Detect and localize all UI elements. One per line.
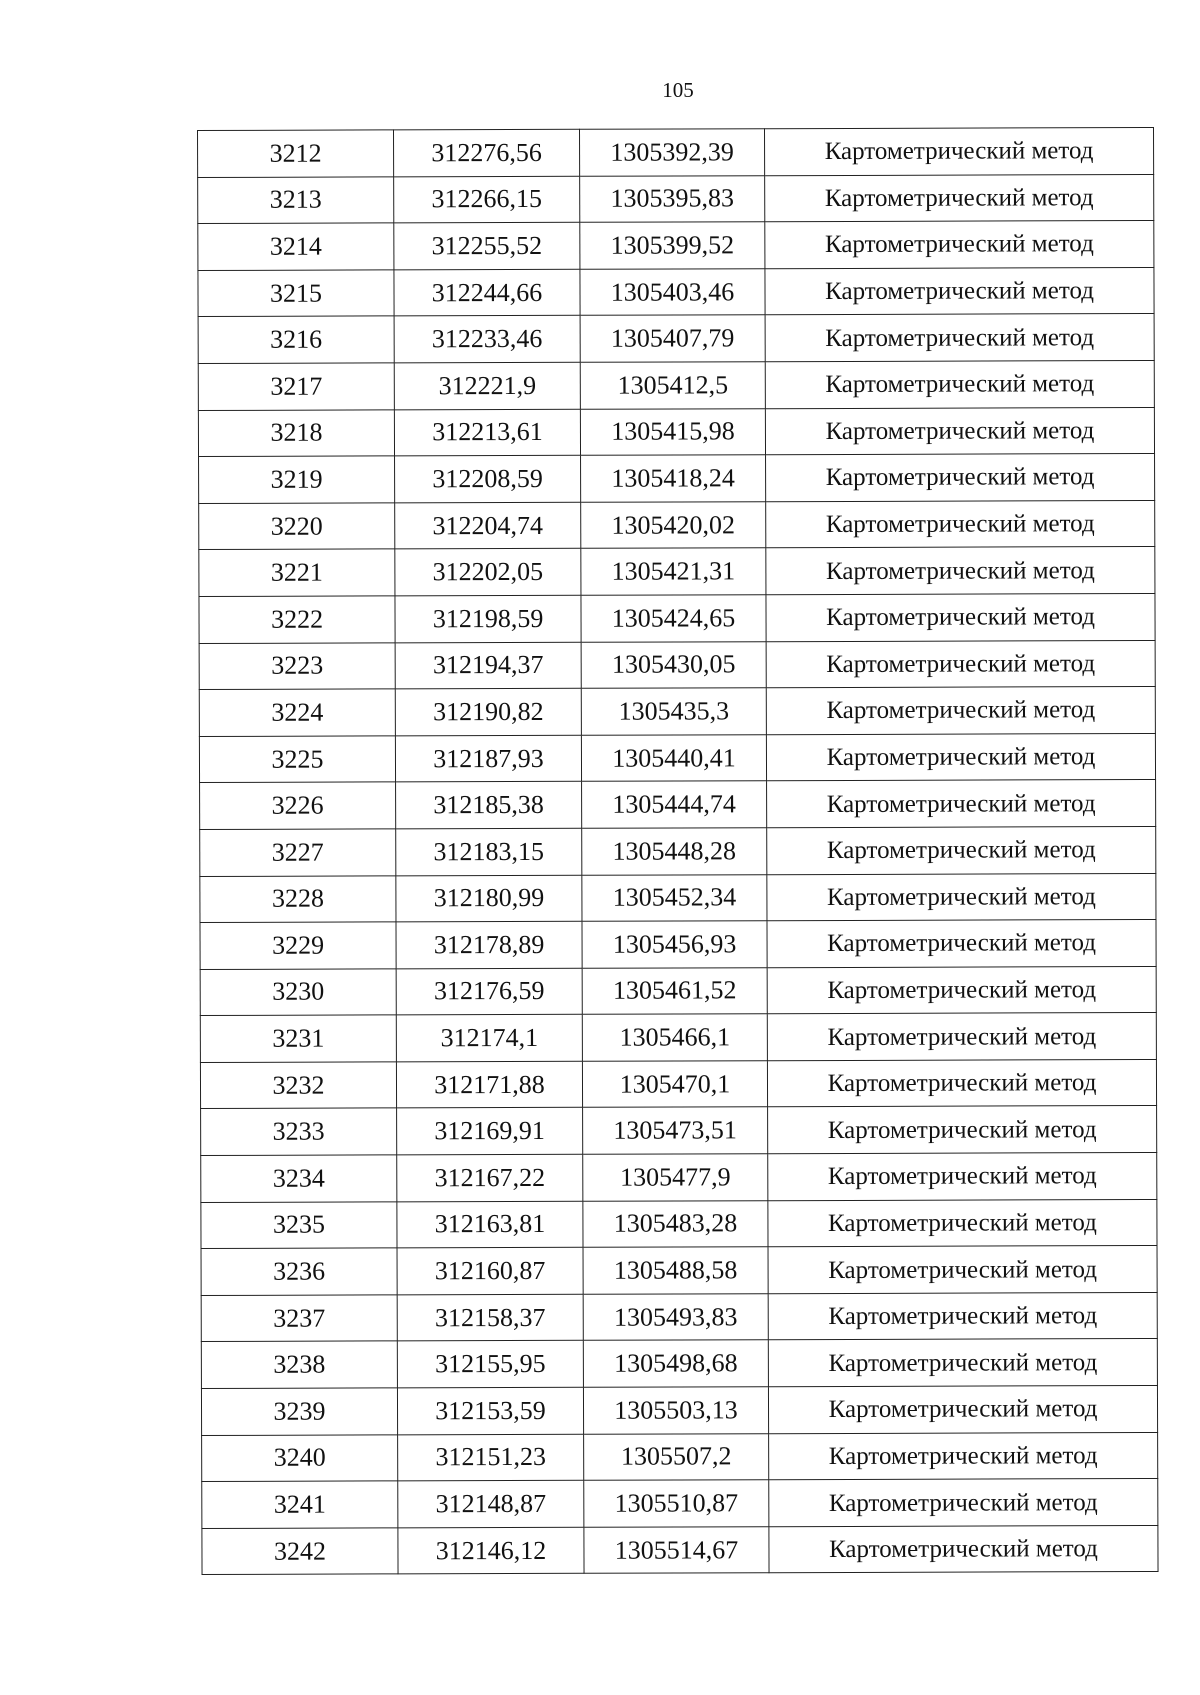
table-row [201,1199,1157,1249]
point-number-cell: 3235 [201,1202,397,1249]
table-row [200,1013,1156,1063]
y-coordinate-cell: 1305407,79 [580,315,765,362]
y-coordinate-cell: 1305503,13 [583,1387,768,1434]
point-number-cell: 3231 [200,1015,396,1062]
method-cell: Картометрический метод [766,687,1155,735]
method-cell: Картометрический метод [766,454,1155,502]
x-coordinate-cell: 312171,88 [396,1061,582,1108]
x-coordinate-cell: 312176,59 [396,968,582,1015]
y-coordinate-cell: 1305507,2 [584,1433,769,1480]
method-cell: Картометрический метод [768,1292,1157,1340]
y-coordinate-cell: 1305477,9 [583,1154,768,1201]
point-number-cell: 3240 [202,1435,398,1482]
point-number-cell: 3228 [200,875,396,922]
y-coordinate-cell: 1305470,1 [582,1061,767,1108]
x-coordinate-cell: 312255,52 [394,222,580,269]
point-number-cell: 3233 [201,1108,397,1155]
y-coordinate-cell: 1305435,3 [581,688,766,735]
method-cell: Картометрический метод [767,920,1156,968]
method-cell: Картометрический метод [766,500,1155,548]
point-number-cell: 3229 [200,922,396,969]
table-row [202,1525,1158,1575]
point-number-cell: 3236 [201,1248,397,1295]
x-coordinate-cell: 312204,74 [395,502,581,549]
method-cell: Картометрический метод [768,1199,1157,1247]
method-cell: Картометрический метод [766,547,1155,595]
point-number-cell: 3222 [199,596,395,643]
x-coordinate-cell: 312151,23 [398,1434,584,1481]
table-row [201,1386,1157,1436]
x-coordinate-cell: 312185,38 [396,782,582,829]
point-number-cell: 3221 [199,549,395,596]
x-coordinate-cell: 312221,9 [394,362,580,409]
x-coordinate-cell: 312153,59 [397,1387,583,1434]
table-row [201,1292,1157,1342]
y-coordinate-cell: 1305430,05 [581,641,766,688]
x-coordinate-cell: 312266,15 [394,176,580,223]
y-coordinate-cell: 1305415,98 [580,408,765,455]
y-coordinate-cell: 1305412,5 [580,362,765,409]
method-cell: Картометрический метод [765,360,1154,408]
x-coordinate-cell: 312158,37 [397,1294,583,1341]
y-coordinate-cell: 1305440,41 [581,734,766,781]
method-cell: Картометрический метод [767,1013,1156,1061]
method-cell: Картометрический метод [769,1525,1158,1573]
x-coordinate-cell: 312178,89 [396,921,582,968]
y-coordinate-cell: 1305483,28 [583,1200,768,1247]
method-cell: Картометрический метод [767,873,1156,921]
coordinates-table-body [198,127,1159,1574]
y-coordinate-cell: 1305514,67 [584,1527,769,1574]
point-number-cell: 3217 [198,363,394,410]
table-row [198,314,1154,364]
method-cell: Картометрический метод [765,174,1154,222]
point-number-cell: 3215 [198,270,394,317]
x-coordinate-cell: 312146,12 [398,1527,584,1574]
method-cell: Картометрический метод [765,407,1154,455]
y-coordinate-cell: 1305399,52 [580,222,765,269]
x-coordinate-cell: 312187,93 [395,735,581,782]
x-coordinate-cell: 312183,15 [396,828,582,875]
table-row [198,407,1154,457]
x-coordinate-cell: 312244,66 [394,269,580,316]
method-cell: Картометрический метод [769,1479,1158,1527]
table-row [201,1153,1157,1203]
point-number-cell: 3214 [198,223,394,270]
method-cell: Картометрический метод [768,1153,1157,1201]
point-number-cell: 3241 [202,1481,398,1528]
x-coordinate-cell: 312180,99 [396,875,582,922]
x-coordinate-cell: 312194,37 [395,642,581,689]
x-coordinate-cell: 312174,1 [396,1015,582,1062]
method-cell: Картометрический метод [765,221,1154,269]
point-number-cell: 3213 [198,176,394,223]
table-row [198,360,1154,410]
method-cell: Картометрический метод [769,1432,1158,1480]
table-row [200,920,1156,970]
x-coordinate-cell: 312233,46 [394,316,580,363]
method-cell: Картометрический метод [764,127,1153,175]
table-row [199,500,1155,550]
coordinates-table [197,127,1159,1575]
y-coordinate-cell: 1305510,87 [584,1480,769,1527]
table-row [200,826,1156,876]
y-coordinate-cell: 1305461,52 [582,967,767,1014]
x-coordinate-cell: 312190,82 [395,688,581,735]
point-number-cell: 3225 [199,736,395,783]
point-number-cell: 3218 [198,409,394,456]
x-coordinate-cell: 312208,59 [395,455,581,502]
table-row [199,733,1155,783]
method-cell: Картометрический метод [766,593,1155,641]
method-cell: Картометрический метод [768,1106,1157,1154]
table-row [198,221,1154,271]
method-cell: Картометрический метод [767,780,1156,828]
table-row [202,1479,1158,1529]
y-coordinate-cell: 1305473,51 [583,1107,768,1154]
page-number: 105 [662,78,694,102]
table-row [198,174,1154,224]
method-cell: Картометрический метод [767,1059,1156,1107]
table-row [199,454,1155,504]
y-coordinate-cell: 1305395,83 [580,175,765,222]
table-row [199,687,1155,737]
method-cell: Картометрический метод [768,1386,1157,1434]
point-number-cell: 3212 [198,130,394,177]
point-number-cell: 3234 [201,1155,397,1202]
table-row [198,267,1154,317]
y-coordinate-cell: 1305421,31 [581,548,766,595]
table-row [200,1059,1156,1109]
table-row [201,1246,1157,1296]
method-cell: Картометрический метод [765,314,1154,362]
point-number-cell: 3223 [199,642,395,689]
x-coordinate-cell: 312148,87 [398,1481,584,1528]
method-cell: Картометрический метод [768,1339,1157,1387]
point-number-cell: 3232 [200,1062,396,1109]
y-coordinate-cell: 1305418,24 [581,455,766,502]
method-cell: Картометрический метод [766,733,1155,781]
point-number-cell: 3242 [202,1528,398,1575]
table-row [199,640,1155,690]
y-coordinate-cell: 1305420,02 [581,501,766,548]
y-coordinate-cell: 1305498,68 [583,1340,768,1387]
y-coordinate-cell: 1305424,65 [581,595,766,642]
method-cell: Картометрический метод [767,966,1156,1014]
x-coordinate-cell: 312213,61 [394,409,580,456]
table-row [201,1339,1157,1389]
method-cell: Картометрический метод [766,640,1155,688]
y-coordinate-cell: 1305493,83 [583,1294,768,1341]
point-number-cell: 3237 [201,1295,397,1342]
point-number-cell: 3224 [199,689,395,736]
y-coordinate-cell: 1305466,1 [582,1014,767,1061]
x-coordinate-cell: 312169,91 [397,1108,583,1155]
table-row [198,127,1154,177]
point-number-cell: 3239 [201,1388,397,1435]
point-number-cell: 3230 [200,969,396,1016]
point-number-cell: 3220 [199,503,395,550]
method-cell: Картометрический метод [768,1246,1157,1294]
x-coordinate-cell: 312276,56 [394,129,580,176]
x-coordinate-cell: 312163,81 [397,1201,583,1248]
method-cell: Картометрический метод [765,267,1154,315]
table-row [200,780,1156,830]
y-coordinate-cell: 1305392,39 [579,129,764,176]
y-coordinate-cell: 1305403,46 [580,268,765,315]
x-coordinate-cell: 312160,87 [397,1248,583,1295]
table-row [200,873,1156,923]
table-row [199,593,1155,643]
table-row [202,1432,1158,1482]
table-row [199,547,1155,597]
y-coordinate-cell: 1305488,58 [583,1247,768,1294]
x-coordinate-cell: 312167,22 [397,1154,583,1201]
y-coordinate-cell: 1305444,74 [582,781,767,828]
point-number-cell: 3227 [200,829,396,876]
y-coordinate-cell: 1305448,28 [582,828,767,875]
point-number-cell: 3219 [199,456,395,503]
x-coordinate-cell: 312198,59 [395,595,581,642]
y-coordinate-cell: 1305452,34 [582,874,767,921]
table-row [201,1106,1157,1156]
point-number-cell: 3226 [200,782,396,829]
point-number-cell: 3216 [198,316,394,363]
x-coordinate-cell: 312155,95 [397,1341,583,1388]
method-cell: Картометрический метод [767,826,1156,874]
table-row [200,966,1156,1016]
point-number-cell: 3238 [201,1341,397,1388]
y-coordinate-cell: 1305456,93 [582,921,767,968]
x-coordinate-cell: 312202,05 [395,549,581,596]
